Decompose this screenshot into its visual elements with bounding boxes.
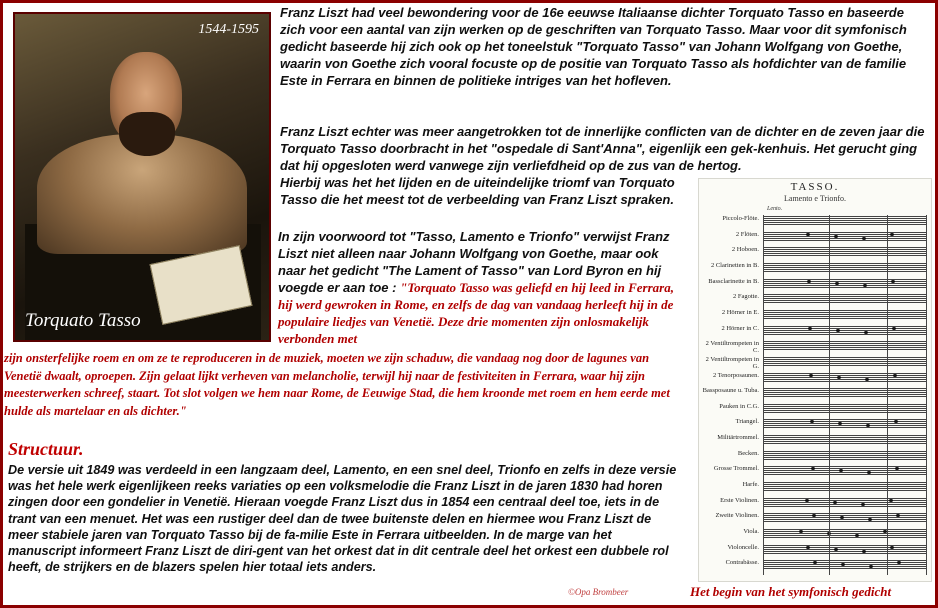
score-note — [806, 546, 810, 549]
preface-paragraph — [278, 228, 678, 347]
score-staff — [763, 435, 927, 444]
portrait-image — [13, 12, 271, 342]
score-image — [698, 178, 932, 582]
copyright-credit: ©Opa Brombeer — [568, 587, 629, 597]
score-staff — [763, 310, 927, 319]
score-note — [833, 501, 837, 504]
score-note — [806, 233, 810, 236]
score-instrument-label: 2 Hörner in C. — [721, 324, 759, 332]
score-instrument-label: 2 Tenorposaunen. — [713, 371, 759, 379]
score-note — [808, 327, 812, 330]
score-title: TASSO. — [790, 181, 840, 193]
score-staff — [763, 279, 927, 288]
score-instrument-label: Contrabässe. — [725, 559, 759, 567]
score-staff — [763, 482, 927, 491]
score-barline — [926, 215, 927, 575]
quote-text-red: "Torquato Tasso was geliefd en hij leed in Ferrara, hij werd gewroken in Rome, en zelfs de dag van vandaag herleeft hij in de populaire liedjes van Venetië. Deze drie momenten zijn onlosmakelijk verbonden met — [278, 280, 674, 346]
score-note — [861, 503, 865, 506]
score-tempo: Lento. — [767, 206, 783, 212]
score-staff — [763, 263, 927, 272]
score-instrument-label: Militärtrommel. — [717, 434, 759, 442]
score-note — [805, 499, 809, 502]
score-staff — [763, 247, 927, 256]
score-note — [890, 233, 894, 236]
score-staff — [763, 341, 927, 350]
score-instrument-label: 2 Hörner in E. — [721, 308, 759, 316]
score-note — [865, 378, 869, 381]
conflict-text-narrow: Hierbij was het het lijden en de uiteindelijke triomf van Torquato Tasso die het meest tot de verbeelding van Franz Liszt spraken. — [280, 175, 675, 207]
quote-continuation: zijn onsterfelijke roem en om ze te reproduceren in de muziek, moeten we zijn schaduw, die vandaag nog door de lagunes van Venetië dwaalt, oproepen. Zijn gelaat lijkt verheven van melancholie, terwijl hij naar de festiviteiten in Ferrara, waar hij zijn meesterwerken schreef, staart. Tot slot volgen we hem naar Rome, de Eeuwige Stad, die hem kroonde met roem en hem eerde met hulde als martelaar en als dichter." — [4, 351, 670, 418]
score-staff — [763, 294, 927, 303]
score-staff — [763, 373, 927, 382]
score-note — [837, 376, 841, 379]
score-instrument-label: Triangel. — [735, 418, 759, 426]
score-instrument-label: Zweite Violinen. — [715, 512, 759, 520]
score-note — [891, 280, 895, 283]
score-instrument-label: 2 Clarinetten in B. — [710, 261, 759, 269]
portrait-beard — [119, 112, 175, 156]
structuur-heading: Structuur. — [8, 439, 84, 459]
score-instrument-label: 2 Flöten. — [735, 230, 759, 238]
score-instrument-label: 2 Ventiltrompeten in C. — [705, 340, 759, 355]
score-staff — [763, 216, 927, 225]
score-instrument-label: Erste Violinen. — [720, 496, 759, 504]
score-instrument-label: Harfe. — [742, 481, 759, 489]
score-staff — [763, 326, 927, 335]
score-note — [889, 499, 893, 502]
score-instrument-label: 2 Fagotte. — [733, 293, 759, 301]
score-note — [835, 282, 839, 285]
score-note — [836, 329, 840, 332]
score-note — [862, 550, 866, 553]
score-note — [892, 327, 896, 330]
score-instrument-label: Bassclarinette in B. — [708, 277, 759, 285]
score-instrument-label: 2 Hoboen. — [731, 246, 759, 254]
score-note — [890, 546, 894, 549]
score-note — [864, 331, 868, 334]
score-staff — [763, 451, 927, 460]
score-staff — [763, 498, 927, 507]
conflict-text: Franz Liszt echter was meer aangetrokken tot de innerlijke conflicten van de dichter en de zeven jaar die Torquato Tasso doorbracht in het "ospedale di Sant'Anna", eigenlijk een gek-kenhuis. Het gerucht ging dat hij opgesloten werd vanwege zijn verliefdheid op de zus van de hertog. — [280, 124, 925, 173]
intro-paragraph: Franz Liszt had veel bewondering voor de 16e eeuwse Italiaanse dichter Torquato Tasso en baseerde zich voor een aantal van zijn werken op de geschriften van Torquato Tasso. Maar voor dit symfonisch gedicht baseerde hij zich ook op het toneelstuk "Torquato Tasso" van Johann Wolfgang von Goethe, waarin von Goethe zich vooral focuste op de positie van Torquato Tasso als hofdichter van de familie Este in Ferrara en binnen de politieke intriges van het hofleven. — [280, 5, 907, 88]
score-instrument-label: Violoncelle. — [727, 543, 759, 551]
score-staff — [763, 513, 927, 522]
structuur-paragraph: De versie uit 1849 was verdeeld in een langzaam deel, Lamento, en een snel deel, Trionfo en zelfs in deze versie was het hele werk eigenlijkeen reeks variaties op een volksmelodie die Franz Liszt in de jaren 1830 had horen zingen door een gondelier in Venetië. Hieraan voegde Franz Liszt dus in 1854 een centraal deel toe, iets in de trant van een menuet. Het was een rustiger deel dan de twee buitenste delen en hiermee wou Franz Liszt de meer stabiele jaren van Torquato Tasso bij de fa-milie Este in Ferrara uitbeelden. In de marge van het manuscript informeert Franz Liszt de diri-gent van het orkest dat in dit centrale deel het orkest een dubbele rol heeft, de strijkers en de blazers spelen hier totaal iets anders. — [8, 463, 677, 575]
score-staff — [763, 466, 927, 475]
score-note — [863, 284, 867, 287]
portrait-caption: Torquato Tasso — [25, 310, 141, 331]
preface-text: In zijn voorwoord tot "Tasso, Lamento e Trionfo" verwijst Franz Liszt niet alleen naar Johann Wolfgang von Goethe, maar ook naar het gedicht "The Lament of Tasso" van Lord Byron en hij voegde er aan toe : — [278, 229, 670, 295]
score-barline — [887, 215, 888, 575]
score-staff — [763, 388, 927, 397]
score-note — [834, 548, 838, 551]
score-barline — [829, 215, 830, 575]
score-instrument-label: Viola. — [743, 528, 759, 536]
score-note — [807, 280, 811, 283]
score-instrument-label: Piccolo-Flöte. — [722, 215, 759, 222]
score-instrument-label: Bassposaune u. Tuba. — [702, 387, 759, 395]
score-staff — [763, 529, 927, 538]
score-staff — [763, 419, 927, 428]
score-instrument-label: 2 Ventiltrompeten in G. — [705, 355, 759, 370]
score-note — [809, 374, 813, 377]
score-instrument-label: Grosse Trommel. — [713, 465, 759, 473]
score-staff — [763, 404, 927, 413]
score-staff — [763, 560, 927, 569]
portrait-years: 1544-1595 — [198, 22, 259, 37]
score-note — [862, 237, 866, 240]
score-note — [834, 235, 838, 238]
score-subtitle: Lamento e Trionfo. — [784, 194, 846, 203]
score-note — [893, 374, 897, 377]
score-instrument-label: Becken. — [737, 449, 759, 457]
score-staff — [763, 545, 927, 554]
score-instrument-label: Pauken in C.G. — [719, 402, 759, 410]
score-staff — [763, 232, 927, 241]
score-caption: Het begin van het symfonisch gedicht — [690, 584, 892, 599]
score-barline — [763, 215, 764, 575]
score-staff — [763, 357, 927, 366]
